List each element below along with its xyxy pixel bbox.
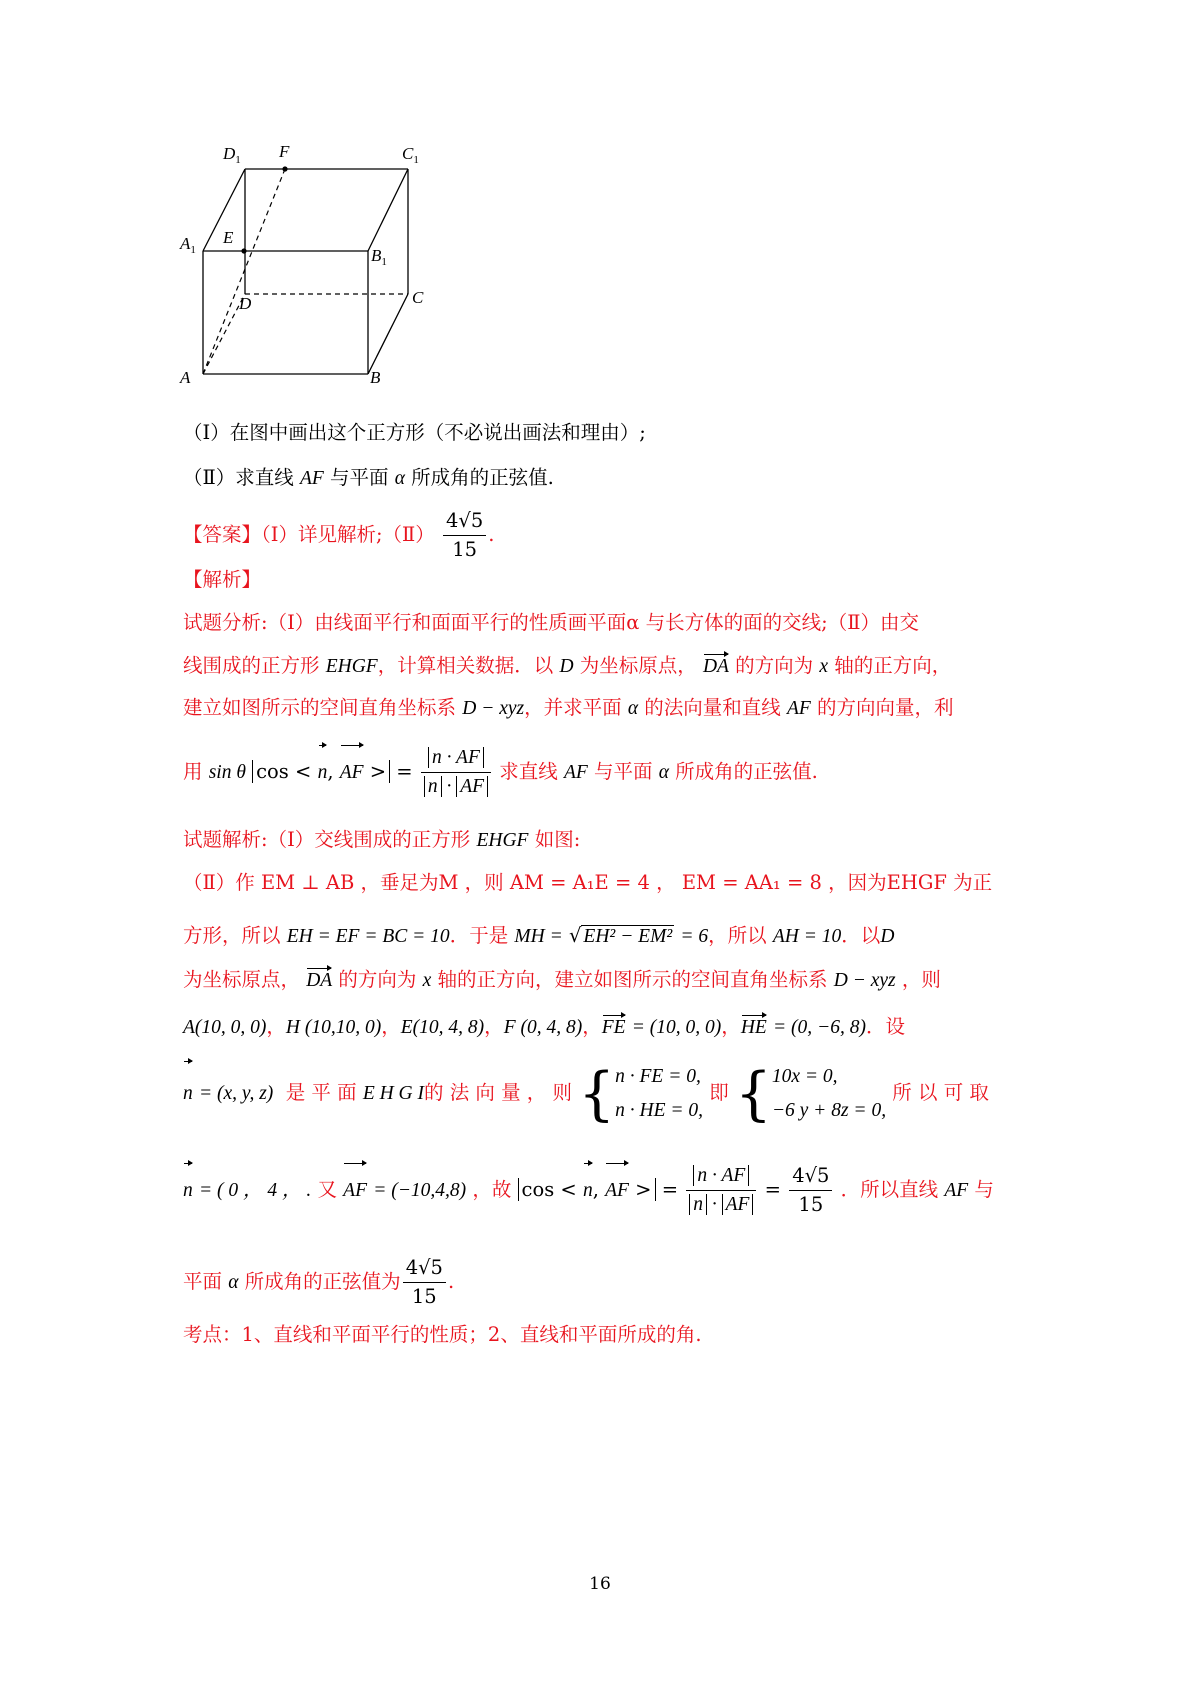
n-components: = (x, y, z) [198, 1083, 274, 1104]
vector-af: AF [343, 1161, 367, 1221]
label-c1: $C_1$ [402, 144, 419, 166]
text: ．设 [865, 1015, 905, 1038]
vector-da: DA [703, 652, 729, 682]
vector-he: HE [741, 1013, 767, 1043]
solution-line-6 [183, 1058, 989, 1129]
math-gt: > [369, 760, 387, 783]
point-e-coords: E(10, 4, 8) [400, 1017, 485, 1038]
point-f-coords: F (0, 4, 8) [503, 1017, 583, 1038]
he-value: = (0, −6, 8) [773, 1017, 866, 1038]
n-value: = ( 0 ， 4 ， . [198, 1180, 312, 1201]
math-alpha: α [658, 762, 669, 783]
solution-line-8 [183, 1252, 454, 1313]
text: 求直线 [499, 760, 558, 783]
label-d: D [239, 294, 252, 313]
math-x: x [422, 970, 432, 991]
text: ，所以 [708, 924, 767, 947]
label-b: B [370, 368, 381, 387]
abs-cos: cos < n, AF > [252, 760, 390, 783]
kaodian-line: 考点：1、直线和平面平行的性质；2、直线和平面所成的角. [183, 1323, 702, 1346]
math-eh: EH = EF = BC = 10 [286, 926, 450, 947]
math-dxyz: D − xyz [462, 698, 525, 719]
solution-line-4 [183, 965, 941, 996]
fraction-numerator: n · AF [421, 744, 491, 773]
math-ehgf: EHGF [476, 830, 529, 851]
solution-line-1 [183, 825, 580, 856]
vector-n: n [583, 1161, 593, 1221]
vector-da: DA [306, 966, 332, 996]
text: 即 [709, 1081, 729, 1104]
label-e: E [223, 228, 234, 247]
text: 所成角的正弦值为 [244, 1270, 401, 1293]
label-a: A [180, 368, 191, 387]
page-number: 16 [589, 1574, 611, 1594]
fraction-numerator: 4√5 [403, 1254, 446, 1283]
solution-line-5: A(10, 0, 0)，H (10,10, 0)，E(10, 4, 8)，F (0, 4, 8)，FE = (10, 0, 0)，HE = (0, −6, 8)．设 [183, 1012, 905, 1043]
text: 的方向向量，利 [817, 696, 954, 719]
equation: 10x = 0, [771, 1065, 838, 1087]
text: 轴的正方向，建立如图所示的空间直角坐标系 [437, 968, 828, 991]
math-ah: AH = 10 [772, 926, 842, 947]
text: ，计算相关数据．以 [377, 654, 554, 677]
q2-suffix: 所成角的正弦值. [411, 466, 554, 489]
text: 轴的正方向， [834, 654, 952, 677]
equation: n · FE = 0, [615, 1065, 701, 1087]
math-alpha: α [627, 698, 639, 719]
math-cos: cos < [521, 1178, 577, 1201]
answer-denominator: 15 [452, 538, 478, 561]
point-e [241, 248, 246, 253]
text: 又 [317, 1178, 337, 1201]
fraction-denominator: n · AF [421, 773, 491, 801]
q2-prefix: （Ⅱ）求直线 [183, 466, 294, 489]
answer-text: （Ⅰ）详见解析;（Ⅱ） [261, 523, 435, 546]
left-brace: { [578, 1059, 616, 1128]
answer-numerator: 4√5 [443, 507, 486, 536]
text: ．于是 [449, 924, 509, 947]
label-d1: $D_1$ [223, 144, 241, 166]
cuboid-figure [180, 142, 455, 395]
math-mh: MH = [514, 926, 563, 947]
cos-formula: cos < n, AF > = $\frac{n \cdot AF}{n \cdot AF}$ = $\frac{4√5}{15}$ [518, 1178, 841, 1201]
text: 试题解析:（Ⅰ）交线围成的正方形 [183, 828, 471, 851]
point-f [282, 166, 287, 171]
fraction-numerator: 4√5 [789, 1162, 832, 1191]
fraction-denominator: 15 [411, 1285, 437, 1308]
cos-fraction [686, 1162, 756, 1219]
vector-n: n [318, 743, 328, 803]
text: 的法向量和直线 [644, 696, 781, 719]
text: 如图: [534, 828, 581, 851]
math-alpha: α [228, 1272, 239, 1293]
label-b1: $B_1$ [371, 246, 387, 268]
label-f: F [279, 142, 290, 161]
text: 为坐标原点， [183, 968, 301, 991]
math-dxyz: D − xyz [833, 970, 896, 991]
math-d: D [880, 926, 895, 947]
math-af: AF [944, 1180, 969, 1201]
sqrt-content: EH² − EM² [583, 926, 673, 947]
equation: n · HE = 0, [615, 1099, 704, 1121]
math-six: = 6 [680, 926, 709, 947]
vector-n: n [183, 1161, 193, 1221]
result-fraction [789, 1162, 832, 1219]
text: 建立如图所示的空间直角坐标系 [183, 696, 457, 719]
segment-a-f [203, 169, 285, 374]
text: 与 [974, 1178, 994, 1201]
math-gt: > [635, 1178, 652, 1201]
text: 线围成的正方形 [183, 654, 320, 677]
math-d: D [559, 656, 574, 677]
analysis-line-2 [183, 651, 951, 682]
math-cos: cos < [256, 760, 312, 783]
text: ，并求平面 [524, 696, 622, 719]
math-x: x [819, 656, 829, 677]
text: 所 以 可 取 [892, 1081, 989, 1104]
text: ，故 [472, 1178, 512, 1201]
answer-tag: 【答案】 [183, 523, 262, 546]
question-2 [183, 463, 554, 494]
answer-fraction [443, 507, 486, 564]
equation: −6 y + 8z = 0, [771, 1099, 887, 1121]
solution-line-3 [183, 921, 894, 952]
fraction-denominator: n · AF [686, 1191, 756, 1219]
math-sin: sin θ [208, 762, 246, 783]
af-value: = (−10,4,8) [373, 1180, 467, 1201]
text: 的方向为 [735, 654, 814, 677]
cos-fraction [421, 744, 491, 801]
left-brace: { [734, 1059, 772, 1128]
formula-sin: sin θ cos < n, AF > = $\frac{n \cdot AF}{n \cdot AF}$ [209, 760, 500, 783]
text: ．所以直线 [840, 1178, 939, 1201]
plane-ehgi: E H G I [362, 1083, 425, 1104]
text: 的方向为 [338, 968, 417, 991]
abs-cos: cos < n, AF > [518, 1178, 656, 1201]
solution-line-7 [183, 1160, 994, 1221]
fraction-denominator: 15 [798, 1193, 824, 1216]
math-af: AF [563, 762, 588, 783]
point-a-coords: A(10, 0, 0) [183, 1017, 267, 1038]
math-ehgf: EHGF [325, 656, 378, 677]
q2-alpha: α [394, 468, 405, 489]
text: 是 平 面 [285, 1081, 357, 1104]
math-af: AF [787, 698, 811, 719]
equation-system-1 [615, 1060, 703, 1128]
edge-b-c [368, 294, 408, 374]
text: 为坐标原点， [579, 654, 697, 677]
text: 平面 [183, 1270, 223, 1293]
answer-line [183, 507, 494, 564]
text: ．以 [841, 924, 881, 947]
question-1: （Ⅰ）在图中画出这个正方形（不必说出画法和理由）; [183, 421, 646, 444]
vector-n: n [183, 1059, 193, 1129]
analysis-line-3 [183, 693, 954, 724]
text: ，则 [901, 968, 941, 991]
label-a1: $A_1$ [180, 234, 196, 256]
text: 所成角的正弦值. [675, 760, 818, 783]
answer-end: . [488, 523, 495, 546]
analysis-line-1: 试题分析:（Ⅰ）由线面平行和面面平行的性质画平面α 与长方体的面的交线;（Ⅱ）由交 [183, 611, 919, 634]
equation-system-2 [772, 1060, 886, 1128]
sqrt-sign: √ [568, 924, 582, 947]
text: 的 法 向 量 ， 则 [424, 1081, 573, 1104]
analysis-tag: 【解析】 [183, 568, 262, 591]
fe-value: = (10, 0, 0) [631, 1017, 722, 1038]
text: 与平面 [594, 760, 653, 783]
edge-b1-c1 [368, 169, 408, 251]
analysis-line-4 [183, 742, 818, 803]
point-h-coords: H (10,10, 0) [285, 1017, 382, 1038]
text: . [447, 1270, 455, 1293]
vector-af: AF [605, 1161, 629, 1221]
text: 方形，所以 [183, 924, 281, 947]
equals: = [661, 1178, 679, 1201]
label-c: C [412, 288, 424, 307]
vector-af: AF [340, 743, 364, 803]
q2-af: AF [299, 468, 324, 489]
result-fraction [403, 1254, 446, 1311]
text: 用 [183, 760, 203, 783]
fraction-numerator: n · AF [686, 1162, 756, 1191]
solution-line-2: （Ⅱ）作 EM ⊥ AB ，垂足为M ，则 AM = A₁E = 4 ， EM = AA₁ = 8 ，因为EHGF 为正 [183, 871, 993, 894]
vector-fe: FE [602, 1013, 626, 1043]
q2-mid: 与平面 [330, 466, 389, 489]
